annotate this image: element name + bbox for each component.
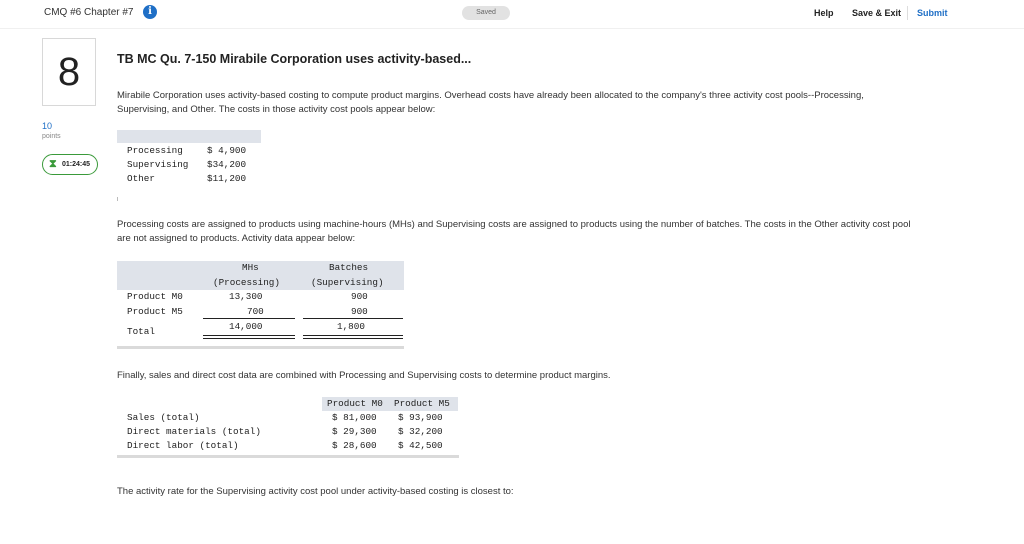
cost-pools-table [117, 130, 261, 201]
table-cell: 700 [247, 306, 264, 317]
top-bar [0, 0, 1024, 29]
activity-data-table [117, 261, 404, 351]
intro-paragraph: Mirabile Corporation uses activity-based costing to compute product margins. Overhead costs have already been allocated to the company's three activity cost pools--Processing, Supervising, and Other. The costs in those activity cost pools appear below: [117, 90, 864, 115]
table-cell: Direct materials (total) [127, 426, 261, 437]
table-cell: Direct labor (total) [127, 440, 239, 451]
table-cell: $11,200 [207, 173, 247, 184]
table-cell: Other [127, 173, 155, 184]
table-cell: $ 81,000 [332, 412, 377, 423]
table-cell: 1,800 [337, 321, 365, 332]
table-cell: $34,200 [207, 159, 247, 170]
table-cell: 900 [351, 291, 368, 302]
divider [203, 318, 295, 319]
question-number: 8 [57, 50, 81, 94]
divider [303, 338, 403, 339]
table-cell: Sales (total) [127, 412, 200, 423]
table-cell: Total [127, 326, 155, 337]
divider [907, 6, 908, 20]
column-header: Product M5 [394, 398, 450, 409]
timer[interactable] [42, 154, 98, 175]
table-cell: Supervising [127, 159, 189, 170]
points-label: points [42, 133, 61, 140]
divider [303, 335, 403, 336]
submit-button[interactable]: Submit [917, 8, 948, 18]
table-cell: Product M5 [127, 306, 183, 317]
table-cell: Product M0 [127, 291, 183, 302]
table-cell: $ 28,600 [332, 440, 377, 451]
help-button[interactable]: Help [814, 8, 834, 18]
table-border [117, 197, 118, 201]
table-cell: $ 32,200 [398, 426, 443, 437]
column-header: (Processing) [213, 277, 280, 288]
column-header: Batches [329, 262, 369, 273]
table-cell: 13,300 [229, 291, 263, 302]
table-border [117, 455, 459, 458]
table-cell: $ 93,900 [398, 412, 443, 423]
divider [203, 338, 295, 339]
saved-status-badge: Saved [462, 6, 510, 20]
table-header [117, 130, 261, 143]
table-cell: 14,000 [229, 321, 263, 332]
info-icon[interactable]: i [143, 5, 157, 19]
sales-cost-table [117, 397, 461, 459]
timer-value: 01:24:45 [62, 161, 91, 168]
table-cell: Processing [127, 145, 183, 156]
column-header: (Supervising) [311, 277, 384, 288]
column-header: Product M0 [327, 398, 383, 409]
question-title: TB MC Qu. 7-150 Mirabile Corporation uses activity-based... [117, 52, 472, 66]
column-header: MHs [242, 262, 259, 273]
hourglass-icon: ⧗ [49, 158, 57, 170]
save-exit-button[interactable]: Save & Exit [852, 8, 902, 18]
table-cell: $ 4,900 [207, 145, 247, 156]
divider [203, 335, 295, 336]
points-value: 10 [42, 121, 53, 131]
table-cell: 900 [351, 306, 368, 317]
question-prompt: The activity rate for the Supervising activity cost pool under activity-based costing is closest to: [117, 486, 514, 497]
table-cell: $ 42,500 [398, 440, 443, 451]
table-cell: $ 29,300 [332, 426, 377, 437]
sales-paragraph: Finally, sales and direct cost data are combined with Processing and Supervising costs to determine product margins. [117, 370, 611, 381]
question-number-box [42, 38, 96, 106]
activity-paragraph: Processing costs are assigned to products using machine-hours (MHs) and Supervising costs are assigned to products using the number of batches. The costs in the Other activity cost pool are not assigned to products. Activity data appear below: [117, 219, 911, 244]
table-border [117, 346, 404, 349]
divider [303, 318, 403, 319]
assignment-title: CMQ #6 Chapter #7 [44, 7, 134, 18]
